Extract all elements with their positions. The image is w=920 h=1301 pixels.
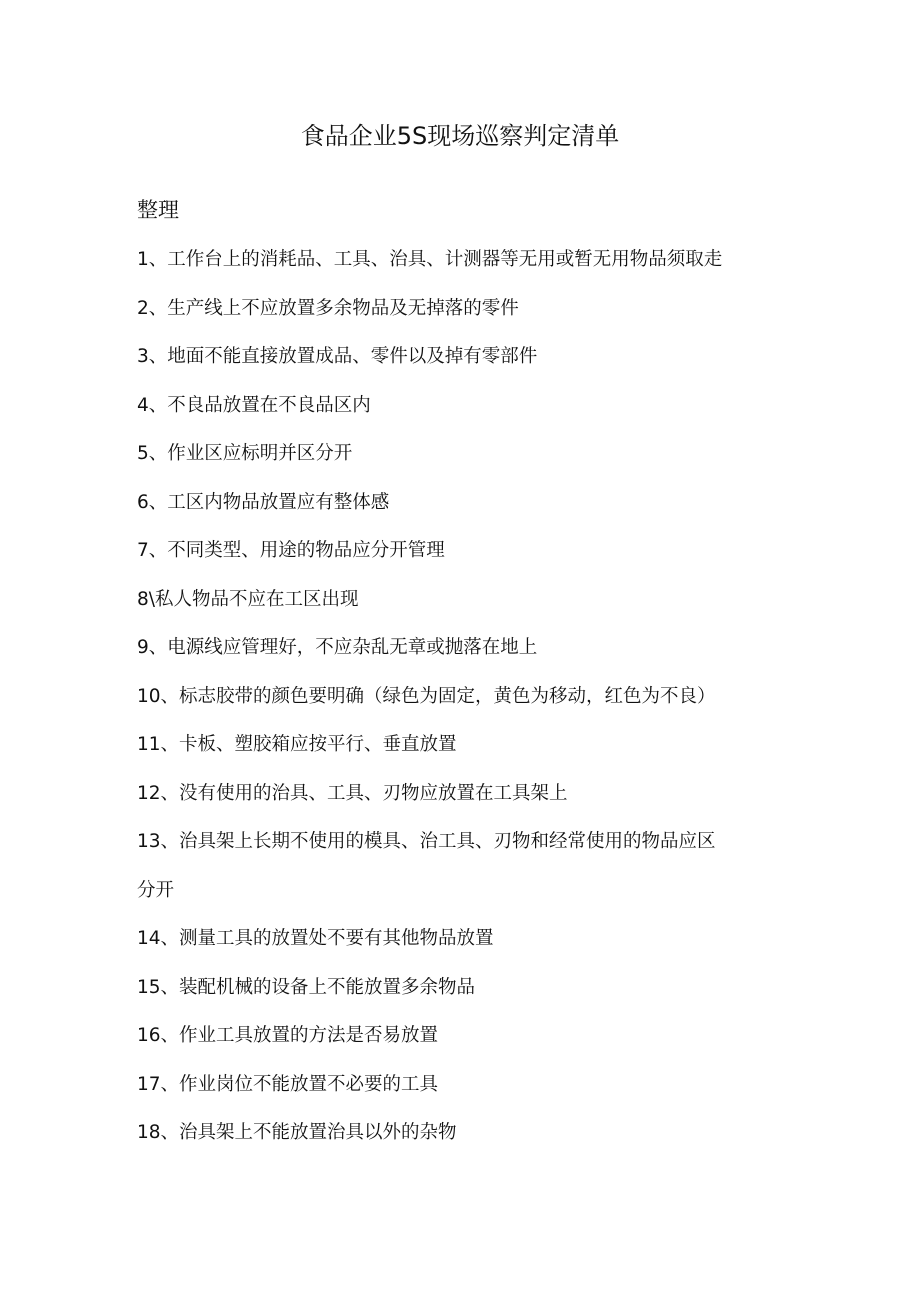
list-item: 6、工区内物品放置应有整体感 [137, 491, 390, 513]
list-item: 5、作业区应标明并区分开 [137, 443, 353, 464]
list-item: 16、作业工具放置的方法是否易放置 [137, 1025, 439, 1046]
list-item: 14、测量工具的放置处不要有其他物品放置 [137, 928, 494, 949]
section-heading: 整理 [137, 198, 179, 222]
list-item: 7、不同类型、用途的物品应分开管理 [137, 540, 445, 561]
list-item: 11、卡板、塑胶箱应按平行、垂直放置 [137, 734, 457, 755]
list-item: 10、标志胶带的颜色要明确（绿色为固定，黄色为移动，红色为不良） [137, 685, 716, 707]
checklist [137, 245, 797, 1167]
list-item: 13、治具架上长期不使用的模具、治工具、刃物和经常使用的物品应区 [137, 831, 716, 852]
list-item: 8\私人物品不应在工区出现 [137, 588, 359, 610]
list-item: 15、装配机械的设备上不能放置多余物品 [137, 976, 476, 998]
list-item: 2、生产线上不应放置多余物品及无掉落的零件 [137, 297, 519, 319]
list-item: 9、电源线应管理好，不应杂乱无章或抛落在地上 [137, 637, 538, 658]
list-item: 4、不良品放置在不良品区内 [137, 394, 371, 416]
list-item: 12、没有使用的治具、工具、刃物应放置在工具架上 [137, 782, 568, 804]
list-item: 17、作业岗位不能放置不必要的工具 [137, 1073, 439, 1095]
list-item: 18、治具架上不能放置治具以外的杂物 [137, 1122, 457, 1143]
list-item: 1、工作台上的消耗品、工具、治具、计测器等无用或暂无用物品须取走 [137, 249, 723, 270]
list-item-continuation: 分开 [137, 879, 175, 901]
document-title: 食品企业5S现场巡察判定清单 [300, 122, 620, 150]
list-item: 3、地面不能直接放置成品、零件以及掉有零部件 [137, 346, 538, 367]
